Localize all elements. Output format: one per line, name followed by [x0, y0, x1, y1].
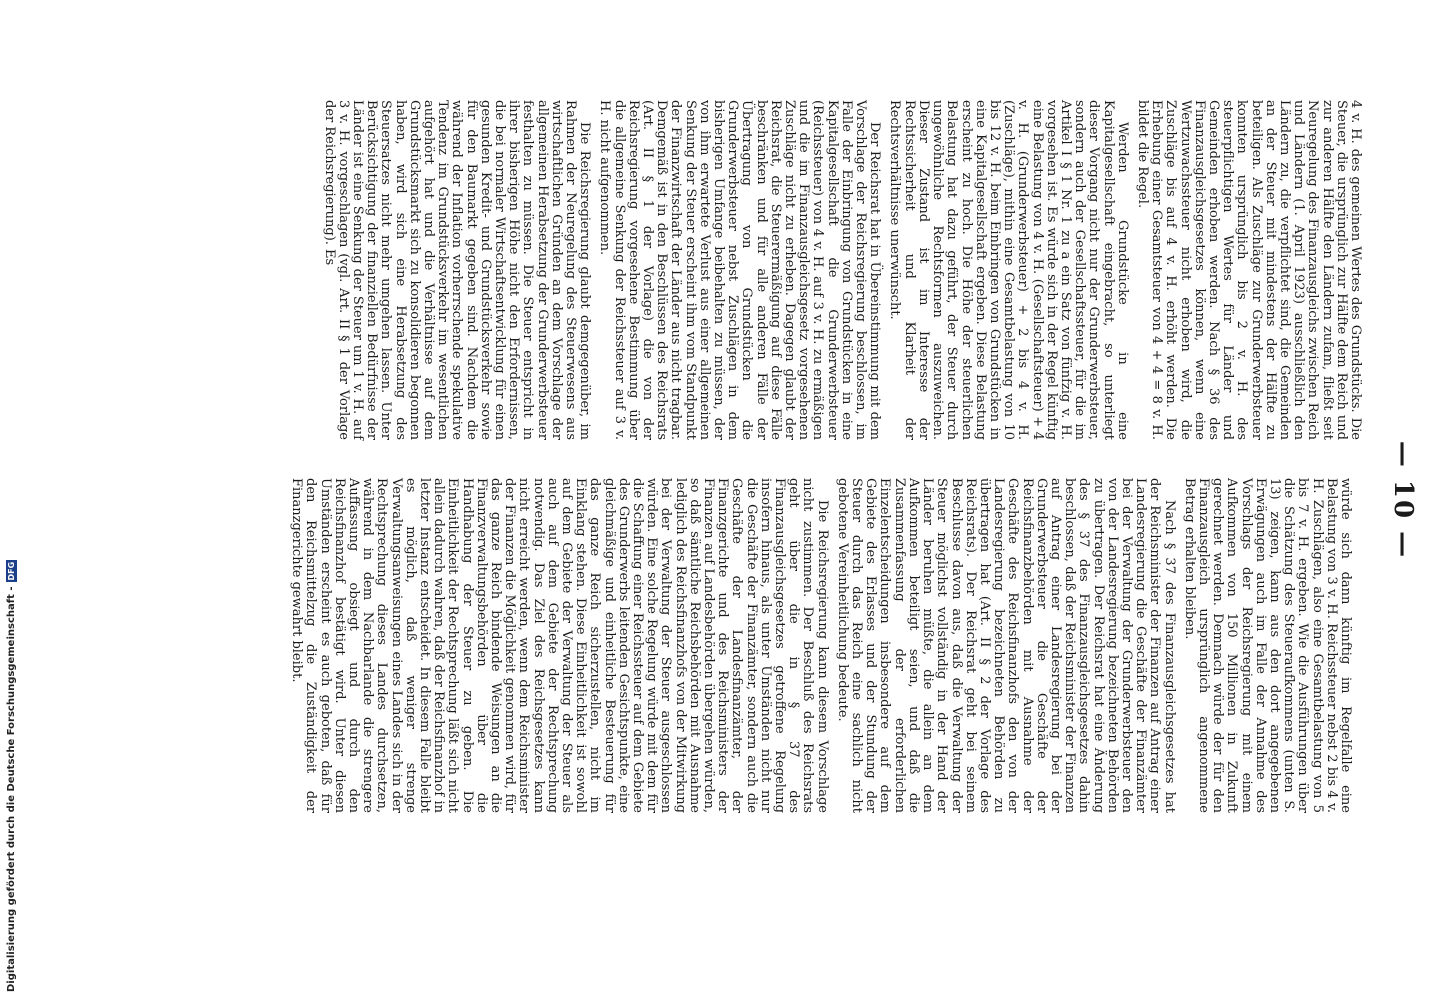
digitization-footer — [0, 0, 24, 1000]
paragraph: Die Reichsregierung glaubt demgegenüber, im Rahmen der Neuregelung des Steuerwesens aus wirtschaftlichen Gründen an dem Vorschlage der allgemeinen Herabsetzung der Grunderwerbsteuer festhalten zu müssen. Die Steuer entspricht in ihrer bisherigen Höhe nicht den Erfordernissen, die bei normaler Wirtschaftsentwicklung für einen gesunden Kredit- und Grundstücksverkehr sowie für den Baumarkt gegeben sind. Nachdem die während der Inflation vorherrschende spekulative Tendenz im Grundstücksverkehr im wesentlichen aufgehört hat und die Verhältnisse auf dem Grundstücksmarkt sich zu konsolidieren begonnen haben, wird sich eine Herabsetzung des Steuersatzes nicht mehr umgehen lassen. Unter Berücksichtigung der finanziellen Bedürfnisse der Länder ist eine Senkung der Steuer um 1 v. H. auf 3 v. H. vorgeschlagen (vgl. Art. II § 1 der Vorlage der Reichsregierung). Es — [321, 100, 593, 440]
left-text-column — [315, 100, 1362, 440]
paragraph: Nach § 37 des Finanzausgleichsgesetzes hat der Reichsminister der Finanzen auf Antrag einer Landesregierung die Geschäfte der Finanzämter bei der Verwaltung der Grunderwerbsteuer den von der Landesregierung bezeichneten Behörden zu übertragen. Der Reichsrat hat eine Änderung des § 37 des Finanzausgleichsgesetzes dahin beschlossen, daß der Reichsminister der Finanzen auf Antrag einer Landesregierung bei der Grunderwerbsteuer die Geschäfte der Reichsfinanzbehörden mit Ausnahme der Geschäfte des Reichsfinanzhofs den von der Landesregierung bezeichneten Behörden zu übertragen hat (Art. II § 2 der Vorlage des Reichsrats). Der Reichsrat geht bei seinem Beschlusse davon aus, daß die Verwaltung der Steuer möglichst vollständig in der Hand der Länder beruhen müßte, die allein an dem Aufkommen beteiligt seien, und daß die Zusammenfassung der erforderlichen Einzelentscheidungen insbesondere auf dem Gebiete des Erlasses und der Stundung der Steuer durch das Reich eine sachlich nicht gebotene Vereinheitlichung bedeute. — [834, 478, 1177, 813]
paragraph: Werden Grundstücke in eine Kapitalgesellschaft eingebracht, so unterliegt dieser Vorgang nicht nur der Grunderwerbsteuer, sondern auch der Gesellschaftssteuer, für die im Artikel I § 1 Nr. 1 zu a ein Satz von fünfzig v. H. vorgesehen ist. Es würde sich in der Regel künftig eine Belastung von 4 v. H. (Gesellschaftsteuer) + 4 v. H. (Grunderwerbsteuer) + 2 bis 4 v. H. (Zuschläge), mithin eine Gesamtbelastung von 10 bis 12 v. H. beim Einbringen von Grundstücken in eine Kapitalgesellschaft ergeben. Diese Belastung erscheint zu hoch. Die Höhe der steuerlichen Belastung hat dazu geführt, der Steuer durch ungewöhnliche Rechtsformen auszuweichen. Dieser Zustand ist im Interesse der Rechtssicherheit und Klarheit der Rechtsverhältnisse unerwünscht. — [887, 100, 1130, 440]
page-number: — 10 — — [1388, 440, 1418, 560]
footer-text: Digitalisierung gefördert durch die Deutsche Forschungsgemeinschaft - — [5, 586, 17, 992]
right-text-column — [283, 478, 1352, 813]
paragraph: Der Reichsrat hat in Übereinstimmung mit dem Vorschlage der Reichsregierung beschlossen, im Falle der Einbringung von Grundstücken in eine Kapitalgesellschaft die Grunderwerbsteuer (Reichssteuer) von 4 v. H. auf 3 v. H. zu ermäßigen und die im Finanzausgleichsgesetz vorgesehenen Zuschläge nicht zu erheben. Dagegen glaubt der Reichsrat, die Steuerermäßigung auf diese Fälle beschränken und für alle anderen Fälle der Übertragung von Grundstücken die Grunderwerbsteuer nebst Zuschlägen in dem bisherigen Umfange beibehalten zu müssen, der von ihm erwartete Verlust aus einer allgemeinen Senkung der Steuer erscheint ihm vom Standpunkt der Finanzwirtschaft der Länder aus nicht tragbar. Demgemäß ist in den Beschlüssen des Reichsrats (Art. II § 1 der Vorlage) die von der Reichsregierung vorgesehene Bestimmung über die allgemeine Senkung der Reichssteuer auf 3 v. H. nicht aufgenommen. — [597, 100, 883, 440]
paragraph: 4 v. H. des gemeinen Wertes des Grundstücks. Die Steuer, die ursprünglich zur Hälfte dem Reich und zur anderen Hälfte den Ländern zufam, fließt seit Neuregelung des Finanzausgleichs zwischen Reich und Ländern (1. April 1923) ausschließlich den Ländern zu, die verpflichtet sind, die Gemeinden an der Steuer mit mindestens der Hälfte zu beteiligen. Als Zuschläge zur Grunderwerbsteuer konnten ursprünglich bis 2 v. H. des steuerpflichtigen Wertes für Länder und Gemeinden erhoben werden. Nach § 36 des Finanzausgleichsgesetzes können, wenn eine Wertzuwachssteuer nicht erhoben wird, die Zuschläge bis auf 4 v. H. erhöht werden. Die Erhebung einer Gesamtsteuer von 4 + 4 = 8 v. H. bildet die Regel. — [1134, 100, 1363, 440]
paragraph: Die Reichsregierung kann diesem Vorschlage nicht zustimmen. Der Beschluß des Reichsrats geht über die in § 37 des Finanzausgleichsgesetzes getroffene Regelung insofern hinaus, als unter Umständen nicht nur die Geschäfte der Finanzämter, sondern auch die Geschäfte der Landesfinanzämter, der Finanzgerichte und des Reichsministers der Finanzen auf Landesbehörden übergehen würden, so daß sämtliche Reichsbehörden mit Ausnahme lediglich des Reichsfinanzhofs von der Mitwirkung bei der Verwaltung der Steuer ausgeschlossen würden. Eine solche Regelung würde mit dem für die Schaffung einer Reichssteuer auf dem Gebiete des Grunderwerbs leitenden Gesichtspunkte, eine gleichmäßige und einheitliche Besteuerung für das ganze Reich sicherzustellen, nicht im Einklang stehen. Diese Einheitlichkeit ist sowohl auf dem Gebiete der Verwaltung der Steuer als auch auf dem Gebiete der Rechtsprechung notwendig. Das Ziel des Reichsgesetzes kann nicht erreicht werden, wenn dem Reichsminister der Finanzen die Möglichkeit genommen wird, für das ganze Reich bindende Weisungen an die Finanzverwaltungsbehörden über die Handhabung der Steuer zu geben. Die Einheitlichkeit der Rechtsprechung läßt sich nicht allein dadurch wahren, daß der Reichsfinanzhof in letzter Instanz entscheidet. In diesem Falle bleibt es möglich, daß weniger strenge Verwaltungsanweisungen eines Landes sich in der Rechtsprechung dieses Landes durchsetzen, während in dem Nachbarlande die strengere Auffassung obsiegt und durch den Reichsfinanzhof bestätigt wird. Unter diesen Umständen erscheint es auch geboten, daß für den Reichsmittelzug die Zuständigkeit der Finanzgerichte gewahrt bleibt. — [289, 478, 830, 813]
dfg-logo-icon: DFG — [6, 561, 16, 581]
paragraph: würde sich dann künftig im Regelfalle eine Belastung von 3 v. H. Reichssteuer nebst 2 bis 4 v. H. Zuschlägen, also eine Gesamtbelastung von 5 bis 7 v. H. ergeben. Wie die Ausführungen über die Schätzung des Steueraufkommens (unten S. 13) zeigen, kann aus den dort angegebenen Erwägungen auch im Falle der Annahme des Vorschlags der Reichsregierung mit einem Aufkommen von 150 Millionen in Zukunft gerechnet werden. Demnach würde der für den Finanzausgleich ursprünglich angenommene Betrag erhalten bleiben. — [1181, 478, 1353, 813]
